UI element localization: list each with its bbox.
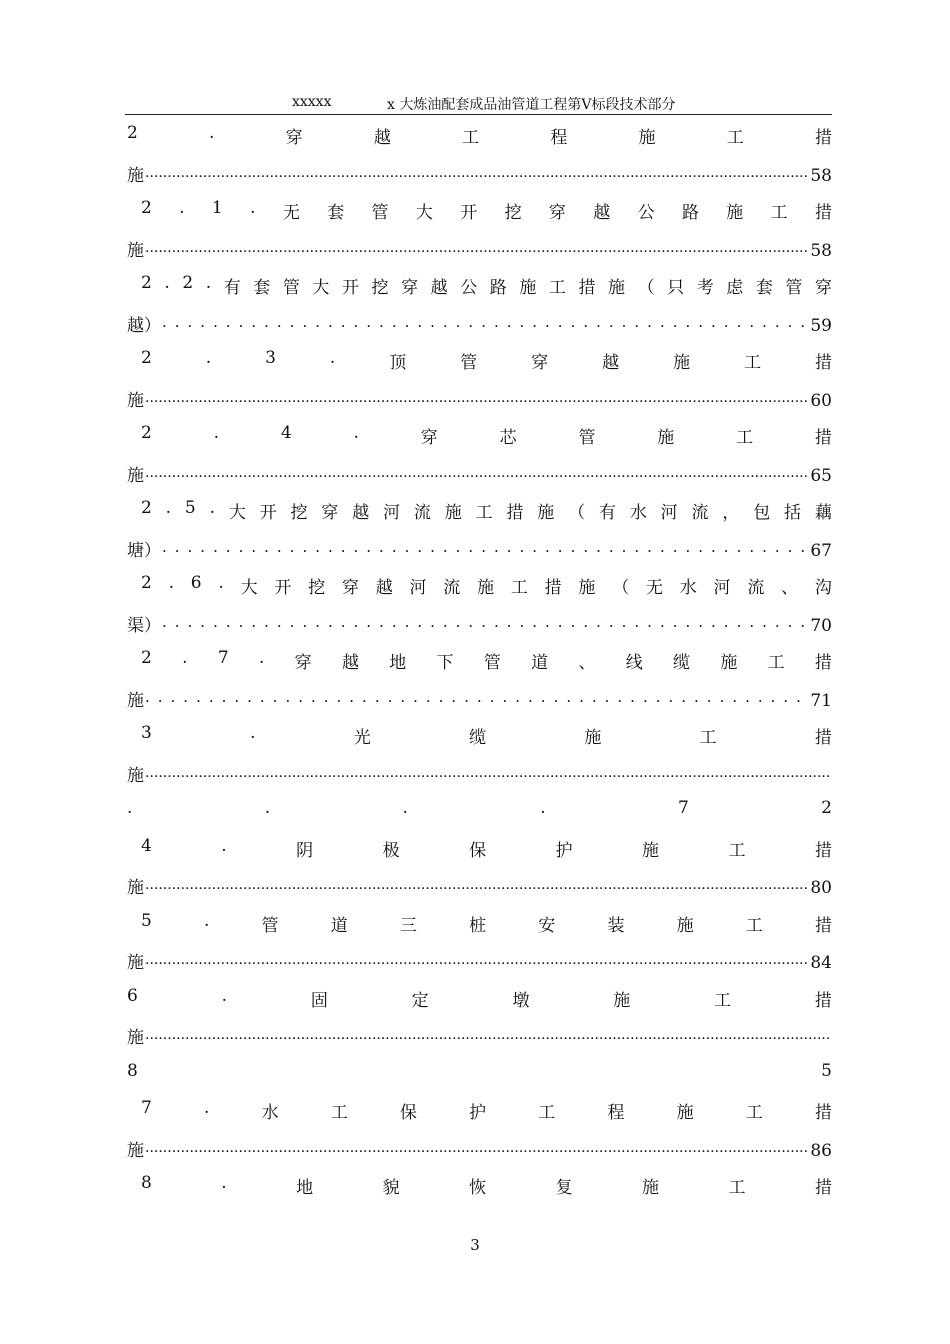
toc-title-char: 施 xyxy=(726,203,744,223)
toc-title-char: 施 xyxy=(642,1178,660,1198)
toc-title-char: 有 xyxy=(598,503,616,523)
toc-title-char: 4 xyxy=(141,835,152,856)
toc-entry-title[interactable] xyxy=(127,489,832,527)
toc-title-char: 穿 xyxy=(294,653,312,673)
toc-title-char: 措 xyxy=(814,915,832,936)
toc-entry-title[interactable] xyxy=(127,114,832,152)
toc-title-char: 措 xyxy=(814,728,832,748)
toc-title-char: 恢 xyxy=(469,1178,487,1198)
toc-title-char: 1 xyxy=(211,198,223,218)
toc-wrapped-char: 7 xyxy=(678,798,689,818)
toc-title-end: 施 xyxy=(127,390,144,411)
toc-title-char: 7 xyxy=(217,648,229,668)
toc-title-char: 措 xyxy=(544,578,562,598)
toc-title-char: 穿 xyxy=(531,353,549,373)
toc-title-char: 流 xyxy=(413,503,431,523)
toc-title-end: 施 xyxy=(127,240,144,261)
header-left-text: xxxxx xyxy=(292,94,332,110)
toc-title-char: 措 xyxy=(814,840,832,861)
toc-title-char: 路 xyxy=(489,278,507,298)
toc-title-char: 5 xyxy=(184,498,196,518)
toc-title-char: . xyxy=(164,273,170,293)
toc-title-char: 只 xyxy=(667,278,685,298)
toc-title-char: 套 xyxy=(755,278,773,298)
dot-leader xyxy=(145,1031,831,1047)
toc-title-char: 2 xyxy=(141,348,152,368)
toc-page-number: 59 xyxy=(810,315,832,336)
toc-title-char: . xyxy=(353,423,359,443)
toc-entry-leader[interactable] xyxy=(127,752,832,790)
toc-entry-title[interactable] xyxy=(127,827,832,865)
toc-title-char: 、 xyxy=(781,578,799,598)
toc-title-char: 挖 xyxy=(308,578,326,598)
toc-title-char: 保 xyxy=(399,1103,417,1123)
toc-title-char: 穿 xyxy=(401,278,419,298)
toc-title-char: 措 xyxy=(814,428,832,448)
toc-title-char: 光 xyxy=(353,728,371,748)
toc-title-char: 工 xyxy=(745,1103,763,1123)
toc-title-end: 施 xyxy=(127,1028,144,1048)
toc-title-char: . xyxy=(205,273,212,293)
toc-title-char: 管 xyxy=(261,915,279,936)
toc-title-char: 穿 xyxy=(341,578,359,598)
toc-title-char: （ xyxy=(637,278,655,298)
toc-title-char: 施 xyxy=(519,278,537,298)
toc-title-char: 工 xyxy=(475,503,493,523)
toc-title-char: 包 xyxy=(753,503,771,523)
toc-title-char: 管 xyxy=(578,428,596,448)
dot-leader xyxy=(145,956,809,972)
toc-title-char: 无 xyxy=(645,578,663,598)
toc-title-char: 、 xyxy=(578,653,596,673)
toc-title-char: . xyxy=(250,723,256,743)
toc-page-number: 65 xyxy=(810,465,832,486)
toc-title-char: 桩 xyxy=(469,915,487,936)
toc-title-end: 施 xyxy=(127,1140,144,1161)
toc-title-char: 工 xyxy=(726,128,744,148)
dot-leader xyxy=(145,692,809,710)
toc-entry-title[interactable] xyxy=(127,1089,832,1127)
toc-title-char: 越 xyxy=(352,503,370,523)
toc-title-char: 施 xyxy=(676,1103,694,1123)
toc-title-char: 工 xyxy=(744,353,762,373)
toc-title-char: 2 xyxy=(141,423,152,443)
toc-title-char: . xyxy=(218,573,224,593)
toc-title-char: 7 xyxy=(141,1098,152,1118)
toc-title-end: 施 xyxy=(127,878,144,898)
toc-title-char: 流 xyxy=(691,503,709,523)
toc-title-char: 措 xyxy=(506,503,524,523)
toc-title-char: 有 xyxy=(223,278,241,298)
dot-leader xyxy=(162,317,809,335)
toc-title-char: 下 xyxy=(436,653,454,673)
toc-title-char: 开 xyxy=(274,578,292,598)
toc-title-char: 河 xyxy=(383,503,401,523)
toc-title-char: 施 xyxy=(608,278,626,298)
toc-title-char: 施 xyxy=(657,428,675,448)
toc-title-char: 阴 xyxy=(296,840,314,861)
toc-title-char: 极 xyxy=(382,840,400,861)
toc-title-char: 河 xyxy=(409,578,427,598)
toc-title-char: 貌 xyxy=(382,1178,400,1198)
toc-title-char: . xyxy=(182,648,188,668)
toc-wrapped-char: . xyxy=(540,798,546,818)
toc-title-char: 2 xyxy=(127,123,138,143)
toc-title-char: 套 xyxy=(253,278,271,298)
toc-title-char: 线 xyxy=(625,653,643,673)
toc-title-char: 工 xyxy=(330,1103,348,1123)
toc-title-char: 工 xyxy=(714,990,732,1011)
toc-title-char: 越 xyxy=(602,353,620,373)
toc-title-char: 道 xyxy=(330,915,348,936)
toc-entry-leader[interactable] xyxy=(127,1127,832,1165)
toc-title-char: 措 xyxy=(578,278,596,298)
toc-title-char: 保 xyxy=(469,840,487,861)
toc-page-number: 84 xyxy=(810,953,832,973)
toc-title-char: 越 xyxy=(341,653,359,673)
toc-title-char: . xyxy=(179,198,185,218)
toc-entry-leader[interactable] xyxy=(127,677,832,715)
toc-title-char: 工 xyxy=(462,128,480,148)
toc-title-char: 措 xyxy=(814,653,832,673)
toc-title-char: 工 xyxy=(770,203,788,223)
toc-title-char: 安 xyxy=(538,915,556,936)
toc-title-char: 顶 xyxy=(389,353,407,373)
toc-title-char: 措 xyxy=(814,990,832,1011)
toc-title-char: 工 xyxy=(699,728,717,748)
toc-title-char: 6 xyxy=(190,573,202,593)
toc-title-char: 藕 xyxy=(814,503,832,523)
toc-title-char: 大 xyxy=(415,203,433,223)
toc-page-number: 58 xyxy=(810,240,832,261)
toc-title-char: 缆 xyxy=(673,653,691,673)
toc-title-char: 3 xyxy=(141,723,152,743)
toc-title-char: 2 xyxy=(141,198,152,218)
toc-title-char: 三 xyxy=(399,915,417,936)
toc-title-char: 措 xyxy=(814,1178,832,1198)
toc-title-char: 公 xyxy=(637,203,655,223)
toc-title-char: 水 xyxy=(629,503,647,523)
toc-wrapped-char: . xyxy=(127,798,133,818)
toc-title-char: . xyxy=(165,498,172,518)
toc-title-char: 管 xyxy=(483,653,501,673)
page-number: 3 xyxy=(470,1236,480,1254)
toc-title-char: . xyxy=(213,423,220,443)
toc-title-char: . xyxy=(204,910,210,931)
toc-title-char: 括 xyxy=(784,503,802,523)
toc-page-number: 60 xyxy=(810,390,832,411)
toc-title-char: 施 xyxy=(537,503,555,523)
page-header xyxy=(125,90,832,115)
toc-entry-title[interactable] xyxy=(127,1164,832,1202)
toc-title-char: 施 xyxy=(642,840,660,861)
toc-title-char: 工 xyxy=(736,428,754,448)
toc-title-char: 穿 xyxy=(285,128,303,148)
toc-title-char: 工 xyxy=(538,1103,556,1123)
toc-title-char: 装 xyxy=(607,915,625,936)
toc-entry-title[interactable] xyxy=(127,564,832,602)
toc-title-char: 流 xyxy=(747,578,765,598)
toc-title-char: 大 xyxy=(228,503,246,523)
toc-title-end: 施 xyxy=(127,953,144,973)
toc-title-char: 穿 xyxy=(814,278,832,298)
toc-title-char: 施 xyxy=(720,653,738,673)
toc-entry-leader[interactable] xyxy=(127,377,832,415)
toc-title-char: 定 xyxy=(411,990,429,1011)
toc-title-char: 固 xyxy=(310,990,328,1011)
toc-title-char: . xyxy=(258,648,265,668)
toc-entry-leader[interactable] xyxy=(127,152,832,190)
toc-page-number: 67 xyxy=(810,540,832,561)
toc-title-char: . xyxy=(205,348,212,368)
toc-title-char: 施 xyxy=(676,915,694,936)
toc-title-end: 施 xyxy=(127,690,144,711)
toc-wrapped-char: 2 xyxy=(821,798,832,818)
toc-title-char: 地 xyxy=(389,653,407,673)
toc-entry-title[interactable] xyxy=(127,639,832,677)
toc-title-char: 河 xyxy=(713,578,731,598)
header-title: x 大炼油配套成品油管道工程第Ⅴ标段技术部分 xyxy=(387,97,676,113)
toc-entry-title[interactable] xyxy=(127,264,832,302)
toc-title-char: （ xyxy=(568,503,586,523)
toc-title-char: 施 xyxy=(638,128,656,148)
toc-entry-leader[interactable] xyxy=(127,452,832,490)
toc-title-char: 水 xyxy=(679,578,697,598)
toc-title-char: . xyxy=(209,498,215,518)
toc-title-char: 措 xyxy=(814,203,832,223)
toc-title-char: 施 xyxy=(477,578,495,598)
toc-title-end: 施 xyxy=(127,765,144,786)
toc-title-char: 管 xyxy=(460,353,478,373)
toc-title-char: 沟 xyxy=(814,578,832,598)
toc-title-char: 4 xyxy=(280,423,292,443)
dot-leader xyxy=(145,394,809,410)
toc-title-char: 大 xyxy=(240,578,258,598)
toc-title-char: . xyxy=(221,835,227,856)
toc-title-char: 穿 xyxy=(321,503,339,523)
toc-title-char: 工 xyxy=(767,653,785,673)
dot-leader xyxy=(145,244,809,260)
toc-entry-title[interactable] xyxy=(127,414,832,452)
toc-title-char: 措 xyxy=(815,353,832,373)
toc-title-char: 穿 xyxy=(420,428,438,448)
toc-entry-title[interactable] xyxy=(127,714,832,752)
toc-entry-title[interactable] xyxy=(127,339,832,377)
dot-leader xyxy=(145,469,809,485)
toc-title-char: . xyxy=(209,123,215,143)
dot-leader xyxy=(145,769,831,785)
toc-title-end: 越） xyxy=(127,315,161,336)
toc-title-char: 5 xyxy=(141,910,152,931)
dot-leader xyxy=(145,169,809,185)
toc-title-char: 路 xyxy=(681,203,699,223)
dot-leader xyxy=(162,617,809,635)
toc-entry-title[interactable] xyxy=(127,189,832,227)
toc-title-char: 复 xyxy=(555,1178,573,1198)
toc-title-char: 程 xyxy=(550,128,568,148)
toc-title-char: 挖 xyxy=(371,278,389,298)
toc-title-char: 公 xyxy=(460,278,478,298)
toc-title-char: 河 xyxy=(660,503,678,523)
toc-title-char: 开 xyxy=(341,278,359,298)
toc-wrapped-char: 5 xyxy=(821,1060,832,1081)
toc-title-char: 管 xyxy=(785,278,803,298)
toc-page-number: 86 xyxy=(810,1140,832,1161)
toc-title-char: 缆 xyxy=(469,728,487,748)
toc-page-number: 80 xyxy=(810,878,832,898)
toc-title-char: 工 xyxy=(548,278,566,298)
toc-title-end: 渠） xyxy=(127,615,161,636)
dot-leader xyxy=(162,542,809,560)
toc-title-char: . xyxy=(221,985,228,1006)
toc-title-char: . xyxy=(329,348,336,368)
toc-title-char: 道 xyxy=(531,653,549,673)
toc-entry-leader[interactable] xyxy=(127,939,832,977)
toc-wrapped-char: . xyxy=(402,798,408,818)
toc-title-char: 工 xyxy=(728,1178,746,1198)
toc-title-char: 程 xyxy=(607,1103,625,1123)
toc-wrapped-char: 8 xyxy=(127,1060,138,1081)
dot-leader xyxy=(145,1144,809,1160)
toc-title-char: . xyxy=(221,1173,227,1193)
toc-title-char: 考 xyxy=(696,278,714,298)
toc-title-char: 越 xyxy=(373,128,391,148)
toc-page-number-wrapped xyxy=(127,1052,832,1090)
toc-title-char: 2 xyxy=(141,648,152,668)
toc-title-char: （ xyxy=(612,578,630,598)
toc-title-char: 措 xyxy=(814,128,832,148)
toc-page-number: 58 xyxy=(810,165,832,186)
toc-title-char: 大 xyxy=(312,278,330,298)
toc-title-char: 2 xyxy=(182,273,194,293)
toc-title-end: 施 xyxy=(127,465,144,486)
toc-title-char: 管 xyxy=(371,203,389,223)
toc-entry-title[interactable] xyxy=(127,902,832,940)
toc-title-char: 越 xyxy=(375,578,393,598)
toc-title-char: 工 xyxy=(745,915,763,936)
toc-title-char: 越 xyxy=(593,203,611,223)
toc-title-char: 3 xyxy=(265,348,276,368)
toc-title-char: 墩 xyxy=(512,990,530,1011)
toc-entry-leader[interactable] xyxy=(127,302,832,340)
toc-title-char: 护 xyxy=(555,840,573,861)
toc-title-char: 水 xyxy=(261,1103,279,1123)
toc-title-char: 芯 xyxy=(499,428,517,448)
table-of-contents xyxy=(127,114,832,1202)
toc-title-char: 措 xyxy=(814,1103,832,1123)
toc-title-end: 施 xyxy=(127,165,144,186)
toc-title-char: 8 xyxy=(141,1173,152,1193)
toc-title-char: 地 xyxy=(296,1178,314,1198)
toc-wrapped-char: . xyxy=(264,798,271,818)
toc-title-char: 开 xyxy=(460,203,478,223)
toc-title-char: 流 xyxy=(443,578,461,598)
toc-title-char: 施 xyxy=(613,990,631,1011)
toc-title-char: 施 xyxy=(444,503,462,523)
toc-title-char: 管 xyxy=(282,278,300,298)
toc-title-char: 2 xyxy=(141,498,152,518)
toc-entry-leader[interactable] xyxy=(127,864,832,902)
toc-page-number: 71 xyxy=(810,690,832,711)
toc-title-char: 2 xyxy=(141,273,152,293)
toc-title-char: . xyxy=(168,573,175,593)
toc-title-char: 施 xyxy=(578,578,596,598)
toc-entry-leader[interactable] xyxy=(127,1014,832,1052)
toc-title-char: . xyxy=(204,1098,210,1118)
toc-title-char: 挖 xyxy=(504,203,522,223)
toc-title-char: 6 xyxy=(127,985,138,1006)
toc-title-char: 越 xyxy=(430,278,448,298)
toc-title-char: 护 xyxy=(469,1103,487,1123)
toc-entry-leader[interactable] xyxy=(127,527,832,565)
toc-title-char: 施 xyxy=(584,728,602,748)
toc-title-end: 塘） xyxy=(127,540,161,561)
toc-title-char: . xyxy=(250,198,256,218)
toc-title-char: 虑 xyxy=(726,278,744,298)
toc-title-char: 无 xyxy=(282,203,300,223)
toc-title-char: 2 xyxy=(141,573,152,593)
toc-entry-title[interactable] xyxy=(127,977,832,1015)
toc-entry-leader[interactable] xyxy=(127,227,832,265)
toc-title-char: 套 xyxy=(327,203,345,223)
toc-title-char: 穿 xyxy=(548,203,566,223)
toc-title-char: 挖 xyxy=(290,503,308,523)
dot-leader xyxy=(145,881,809,897)
toc-entry-leader[interactable] xyxy=(127,602,832,640)
toc-title-char: 开 xyxy=(259,503,277,523)
toc-title-char: ， xyxy=(722,503,740,523)
toc-title-char: 工 xyxy=(510,578,528,598)
toc-page-number-wrapped xyxy=(127,789,832,827)
toc-page-number: 70 xyxy=(810,615,832,636)
toc-title-char: 工 xyxy=(728,840,746,861)
toc-title-char: 施 xyxy=(673,353,691,373)
